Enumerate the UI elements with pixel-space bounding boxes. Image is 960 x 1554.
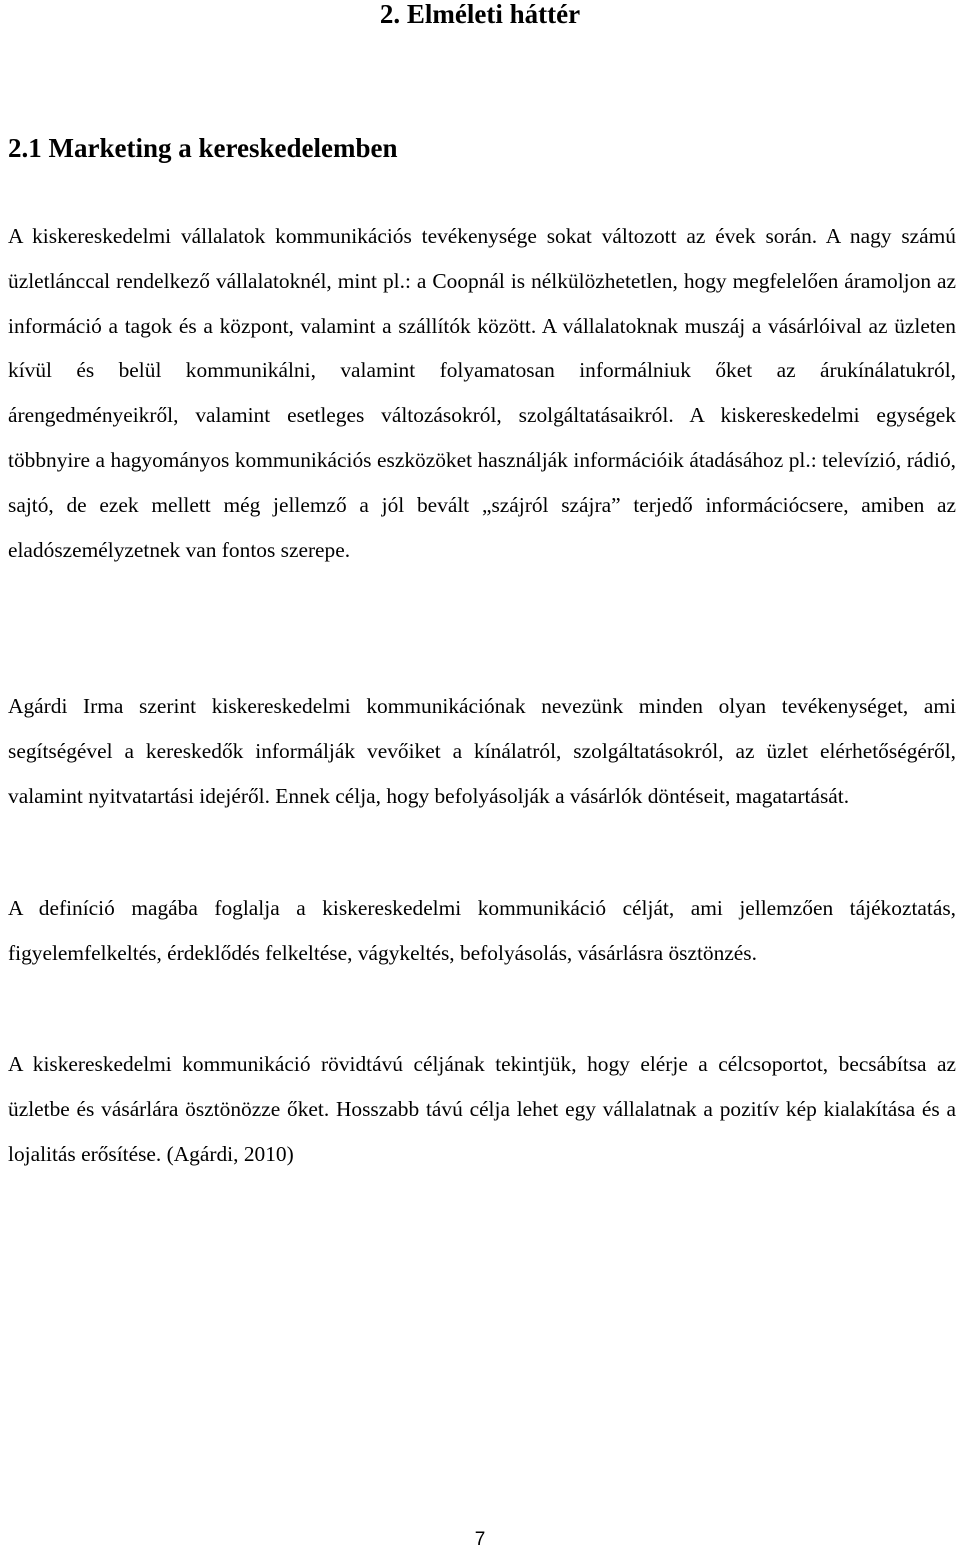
- body-paragraph-1: A kiskereskedelmi vállalatok kommunikációs tevékenysége sokat változott az évek során. A nagy számú üzletlánccal rendelkező vállalatoknél, mint pl.: a Coopnál is nélkülözhetetlen, hogy megfelelően áramoljon az információ a tagok és a központ, valamint a szállítók között. A vállalatoknak muszáj a vásárlóival az üzleten kívül és belül kommunikálni, valamint folyamatosan informálniuk őket az árukínálatukról, árengedményeikről, valamint esetleges változásokról, szolgáltatásaikról. A kiskereskedelmi egységek többnyire a hagyományos kommunikációs eszközöket használják információik átadásához pl.: televízió, rádió, sajtó, de ezek mellett még jellemző a jól bevált „szájról szájra” terjedő információcsere, amiben az eladószemélyzetnek van fontos szerepe.: [8, 224, 956, 562]
- body-paragraph-2: Agárdi Irma szerint kiskereskedelmi kommunikációnak nevezünk minden olyan tevékenységet, ami segítségével a kereskedők informálják vevőiket a kínálatról, szolgáltatásokról, az üzlet elérhetőségéről, valamint nyitvatartási idejéről. Ennek célja, hogy befolyásolják a vásárlók döntéseit, magatartását.: [8, 694, 956, 808]
- section-heading: 2.1 Marketing a kereskedelemben: [8, 133, 398, 163]
- body-paragraph-3: A definíció magába foglalja a kiskereskedelmi kommunikáció célját, ami jellemzően tájékoztatás, figyelemfelkeltés, érdeklődés felkeltése, vágykeltés, befolyásolás, vásárlásra ösztönzés.: [8, 896, 956, 965]
- chapter-title: 2. Elméleti háttér: [379, 0, 581, 29]
- page-number: 7: [474, 1529, 486, 1550]
- body-paragraph-4: A kiskereskedelmi kommunikáció rövidtávú céljának tekintjük, hogy elérje a célcsoportot, becsábítsa az üzletbe és vásárlára ösztönözze őket. Hosszabb távú célja lehet egy vállalatnak a pozitív kép kialakítása és a lojalitás erősítése. (Agárdi, 2010): [8, 1052, 956, 1166]
